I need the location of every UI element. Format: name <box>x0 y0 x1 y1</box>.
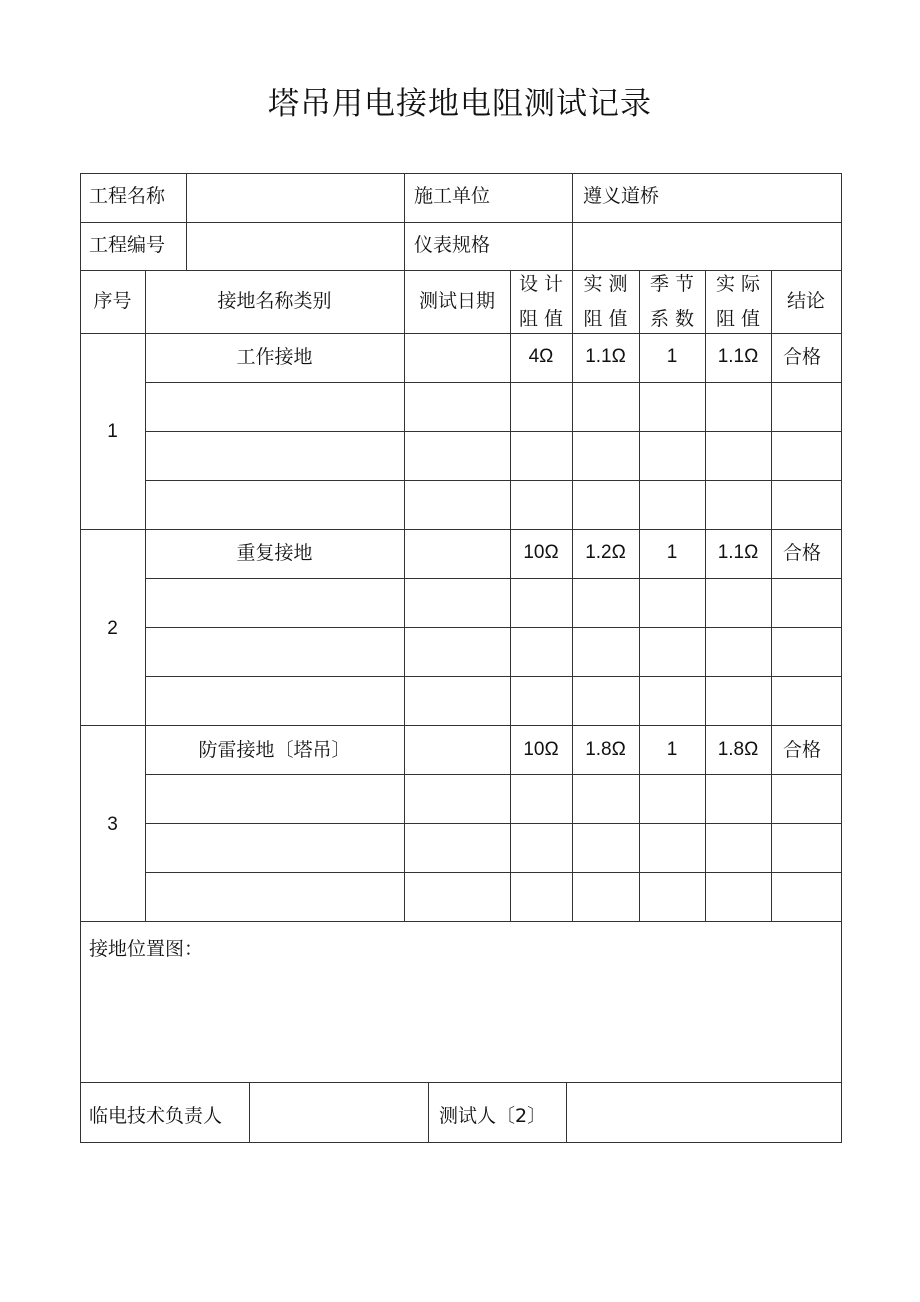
table-line-g2-c <box>145 676 842 677</box>
actual-value: 1.1Ω <box>717 542 759 563</box>
table-line-info-v1 <box>186 173 187 270</box>
measured-value: 1.8Ω <box>585 739 626 760</box>
ground-name: 重复接地 <box>236 542 313 564</box>
table-line-location-bottom <box>80 1082 842 1083</box>
measured-value: 1.1Ω <box>585 346 626 367</box>
table-line-footer-v2 <box>428 1082 429 1142</box>
header-conclusion: 结论 <box>786 290 825 312</box>
table-line-g1-a <box>145 382 842 383</box>
instrument-spec-label: 仪表规格 <box>414 234 491 256</box>
ground-name: 工作接地 <box>236 346 313 368</box>
header-measured-line2: 阻 值 <box>583 308 628 330</box>
table-line-g3-b <box>145 823 842 824</box>
header-design-line2: 阻 值 <box>518 308 564 330</box>
season-value: 1 <box>666 739 678 760</box>
table-line-g3-bottom <box>80 921 842 922</box>
header-ground-name: 接地名称类别 <box>217 290 332 312</box>
table-border-bottom <box>80 1142 842 1143</box>
table-line-name-right <box>404 270 405 921</box>
table-line-row1-bottom <box>80 222 842 223</box>
tester-label: 测试人〔2〕 <box>439 1105 547 1127</box>
header-season-line1: 季 节 <box>649 273 695 295</box>
header-design-line1: 设 计 <box>518 273 564 295</box>
table-line-g1-b <box>145 431 842 432</box>
group-seq: 1 <box>107 421 118 442</box>
table-line-g1-bottom <box>80 529 842 530</box>
table-line-g2-a <box>145 578 842 579</box>
page-title: 塔吊用电接地电阻测试记录 <box>268 86 652 122</box>
ground-name: 防雷接地〔塔吊〕 <box>198 739 351 761</box>
measured-value: 1.2Ω <box>585 542 626 563</box>
design-value: 10Ω <box>523 739 559 760</box>
table-line-footer-v3 <box>566 1082 567 1142</box>
header-actual-line1: 实 际 <box>715 273 761 295</box>
table-border-left <box>80 173 81 1143</box>
header-test-date: 测试日期 <box>418 290 495 312</box>
group-seq: 3 <box>107 814 118 835</box>
header-actual-line2: 阻 值 <box>715 308 761 330</box>
table-line-g2-b <box>145 627 842 628</box>
season-value: 1 <box>666 346 678 367</box>
table-line-footer-v1 <box>249 1082 250 1142</box>
conclusion-value: 合格 <box>782 542 821 564</box>
group-seq: 2 <box>107 618 118 639</box>
conclusion-value: 合格 <box>782 739 821 761</box>
header-seq: 序号 <box>93 290 132 312</box>
table-line-info-v3 <box>572 173 573 270</box>
project-name-label: 工程名称 <box>89 185 166 207</box>
construction-unit-label: 施工单位 <box>414 185 491 207</box>
table-line-g3-a <box>145 774 842 775</box>
header-measured-line1: 实 测 <box>583 273 628 295</box>
table-line-row2-bottom <box>80 270 842 271</box>
table-border-right <box>841 173 842 1143</box>
table-border-top <box>80 173 842 174</box>
location-label: 接地位置图： <box>89 938 204 960</box>
table-line-header-bottom <box>80 333 842 334</box>
table-line-g2-bottom <box>80 725 842 726</box>
season-value: 1 <box>666 542 678 563</box>
table-line-g3-c <box>145 872 842 873</box>
table-line-g1-c <box>145 480 842 481</box>
table-line-info-v2 <box>404 173 405 270</box>
actual-value: 1.8Ω <box>717 739 759 760</box>
header-season-line2: 系 数 <box>649 308 695 330</box>
design-value: 10Ω <box>523 542 559 563</box>
conclusion-value: 合格 <box>782 346 821 368</box>
tech-lead-label: 临电技术负责人 <box>89 1105 223 1127</box>
design-value: 4Ω <box>528 346 554 367</box>
actual-value: 1.1Ω <box>717 346 759 367</box>
project-number-label: 工程编号 <box>89 234 166 256</box>
construction-unit-value: 遵义道桥 <box>583 185 660 207</box>
